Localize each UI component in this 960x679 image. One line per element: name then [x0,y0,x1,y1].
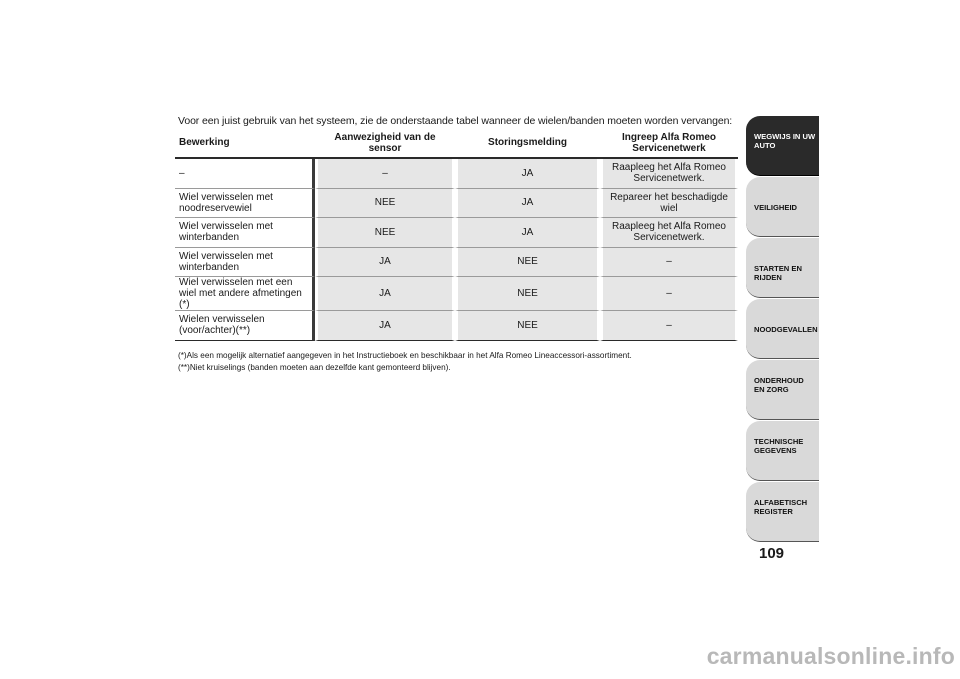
tab-technische-gegevens[interactable]: TECHNISCHE GEGEVENS [746,421,819,481]
cell-action: Raapleeg het Alfa Romeo Servicenetwerk. [600,218,738,248]
cell-sensor: JA [315,311,455,341]
cell-operation: Wiel verwisselen met een wiel met andere afmetingen (*) [175,277,315,311]
table-row [175,218,738,248]
cell-sensor: NEE [315,189,455,219]
tab-onderhoud-en-zorg[interactable]: ONDERHOUD EN ZORG [746,360,819,420]
intro-text: Voor een juist gebruik van het systeem, zie de onderstaande tabel wanneer de wielen/banden moeten worden vervangen: [178,115,733,127]
header-service-action: Ingreep Alfa Romeo Servicenetwerk [600,128,738,159]
cell-action: – [600,311,738,341]
header-fault-message: Storingsmelding [455,128,600,159]
footnote-1: (*)Als een mogelijk alternatief aangegeven in het Instructieboek en beschikbaar in het Alfa Romeo Lineaccessori-assortiment. [178,351,632,360]
wheel-replacement-table [175,128,738,341]
cell-sensor: JA [315,277,455,311]
cell-operation: Wiel verwisselen met noodreservewiel [175,189,315,219]
tab-wegwijs-in-uw-auto[interactable]: WEGWIJS IN UW AUTO [746,116,819,176]
tab-alfabetisch-register[interactable]: ALFABETISCH REGISTER [746,482,819,542]
header-sensor-presence: Aanwezigheid van de sensor [315,128,455,159]
cell-sensor: NEE [315,218,455,248]
table-header-row [175,128,738,159]
cell-action: Raapleeg het Alfa Romeo Servicenetwerk. [600,159,738,189]
cell-fault: NEE [455,277,600,311]
cell-fault: NEE [455,248,600,278]
cell-operation: Wielen verwisselen (voor/achter)(**) [175,311,315,341]
cell-sensor: – [315,159,455,189]
chapter-tabs [746,116,819,543]
cell-operation: – [175,159,315,189]
table-row [175,248,738,278]
tab-starten-en-rijden[interactable]: STARTEN EN RIJDEN [746,238,819,298]
cell-fault: JA [455,189,600,219]
tab-veiligheid[interactable]: VEILIGHEID [746,177,819,237]
table-row [175,277,738,311]
cell-operation: Wiel verwisselen met winterbanden [175,248,315,278]
cell-operation: Wiel verwisselen met winterbanden [175,218,315,248]
cell-action: – [600,248,738,278]
footnote-2: (**)Niet kruiselings (banden moeten aan dezelfde kant gemonteerd blijven). [178,363,451,372]
header-operation: Bewerking [175,128,315,159]
tab-noodgevallen[interactable]: NOODGEVALLEN [746,299,819,359]
cell-sensor: JA [315,248,455,278]
cell-fault: JA [455,159,600,189]
table-row [175,189,738,219]
watermark: carmanualsonline.info [706,643,955,669]
cell-fault: JA [455,218,600,248]
page-number: 109 [759,545,785,562]
cell-action: Repareer het beschadigde wiel [600,189,738,219]
cell-action: – [600,277,738,311]
table-row [175,159,738,189]
cell-fault: NEE [455,311,600,341]
table-row [175,311,738,341]
